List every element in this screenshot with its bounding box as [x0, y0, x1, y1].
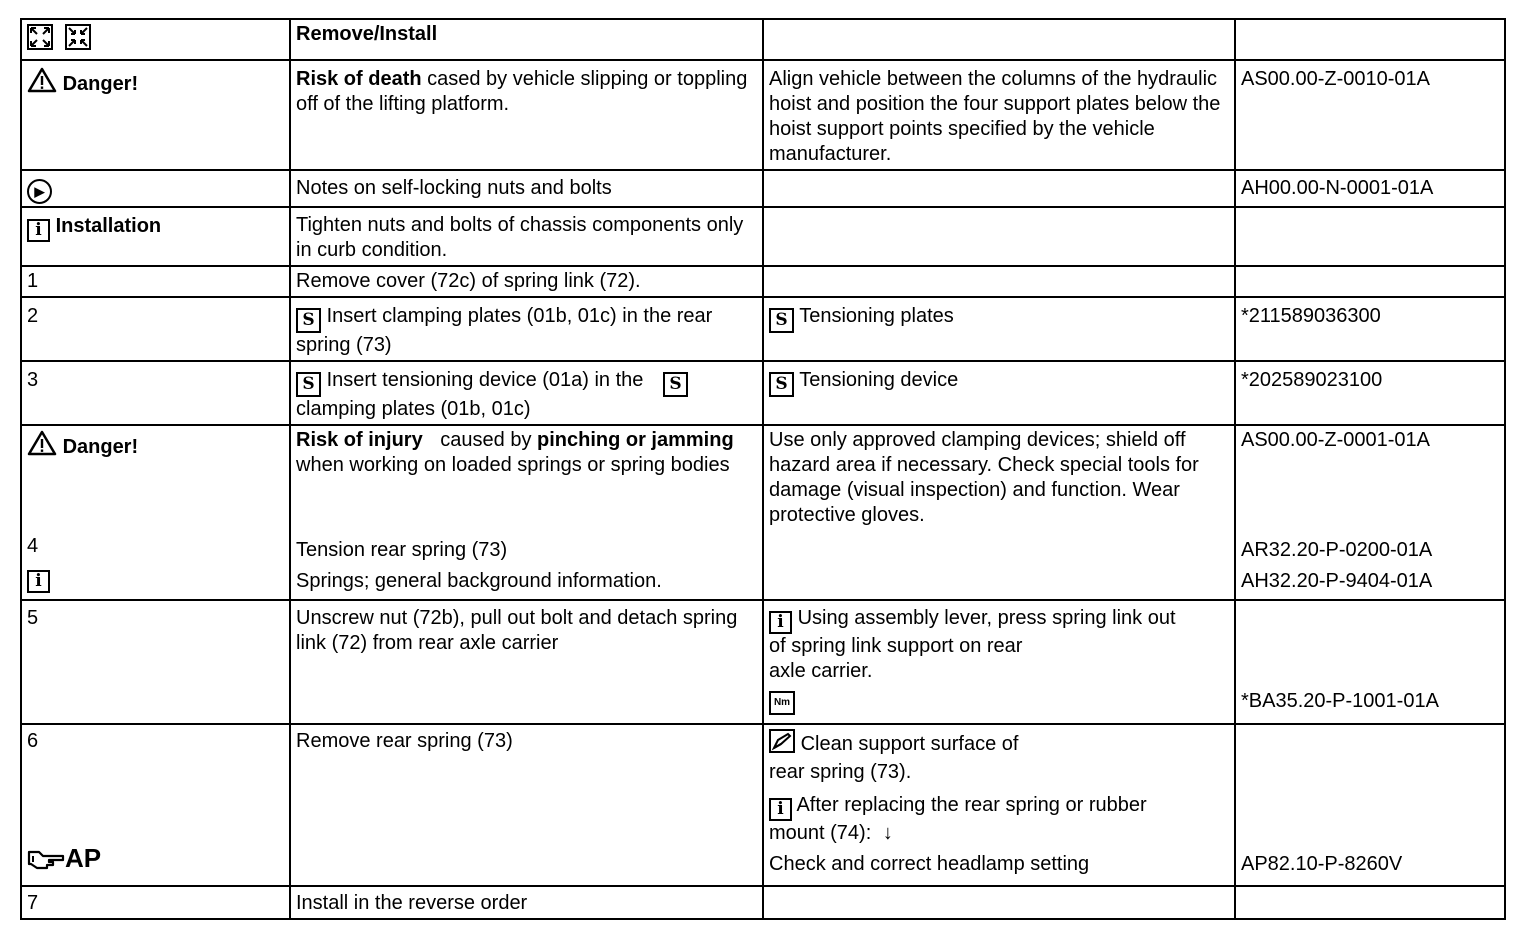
step-row-3: [21, 361, 1505, 425]
notes-text: Notes on self-locking nuts and bolts: [290, 170, 763, 207]
danger-label-cell: [21, 60, 290, 170]
step-text: Insert tensioning device (01a) in the: [326, 369, 644, 391]
step-ref[interactable]: *202589023100: [1235, 361, 1505, 425]
step-text: Install in the reverse order: [290, 886, 763, 919]
step-ref[interactable]: AP82.10-P-8260V: [1241, 853, 1403, 875]
notes-icon-cell: [21, 170, 290, 207]
step-ref[interactable]: *211589036300: [1235, 297, 1505, 361]
step4-text: Tension rear spring (73): [296, 539, 508, 561]
danger-label: Danger!: [62, 436, 139, 458]
step-text: Insert clamping plates (01b, 01c) in the rear spring (73): [296, 305, 713, 356]
header-empty-4: [1235, 19, 1505, 60]
installation-text: Tighten nuts and bolts of chassis components only in curb condition.: [290, 207, 763, 266]
step-number: 2: [21, 297, 290, 361]
step6-ref-cell: [1235, 724, 1505, 886]
note-3: axle carrier.: [769, 660, 873, 682]
note-2: rear spring (73).: [769, 761, 912, 783]
note-5: Check and correct headlamp setting: [769, 853, 1090, 875]
header-row: [21, 19, 1505, 60]
danger-note: Align vehicle between the columns of the hydraulic hoist and position the four support plates below the hoist support points specified by the vehicle manufacturer.: [763, 60, 1235, 170]
step-row-7: [21, 886, 1505, 919]
special-tool-icon: S: [296, 372, 321, 397]
warning-triangle-icon: [27, 430, 57, 463]
installation-label: Installation: [55, 215, 162, 237]
pointing-hand-icon: [27, 848, 65, 877]
tool-name: Tensioning device: [799, 369, 959, 391]
step-number: 6: [27, 730, 39, 752]
warning-triangle-icon: [27, 67, 57, 100]
step-tool-cell: [763, 297, 1235, 361]
info-i-icon: i: [27, 219, 50, 242]
step6-note-cell: [763, 724, 1235, 886]
step-text-2: clamping plates (01b, 01c): [296, 398, 531, 420]
danger-bold-1: Risk of injury: [296, 429, 423, 451]
step-row-2: [21, 297, 1505, 361]
installation-label-cell: [21, 207, 290, 266]
step-row-6: [21, 724, 1505, 886]
step-text: Unscrew nut (72b), pull out bolt and detach spring link (72) from rear axle carrier: [290, 600, 763, 724]
note-1: Using assembly lever, press spring link out: [797, 607, 1176, 629]
clean-icon: [769, 729, 795, 760]
nm-torque-icon: Nm: [769, 691, 795, 715]
step-empty-4: [1235, 266, 1505, 297]
header-empty-3: [763, 19, 1235, 60]
danger-rest: when working on loaded springs or spring bodies: [296, 454, 730, 476]
installation-empty-4: [1235, 207, 1505, 266]
step-number: 5: [21, 600, 290, 724]
step-row-1: [21, 266, 1505, 297]
self-locking-nut-icon: ▶: [27, 179, 52, 204]
danger-ref[interactable]: AS00.00-Z-0010-01A: [1235, 60, 1505, 170]
procedure-table: [20, 18, 1506, 920]
step-number: 4: [27, 535, 39, 557]
notes-empty: [763, 170, 1235, 207]
step-number: 3: [21, 361, 290, 425]
info-i-icon: i: [769, 798, 792, 821]
special-tool-icon: S: [769, 372, 794, 397]
step-text: Remove cover (72c) of spring link (72).: [290, 266, 763, 297]
step-ref[interactable]: *BA35.20-P-1001-01A: [1241, 690, 1439, 712]
danger2-note: Use only approved clamping devices; shield off hazard area if necessary. Check special tools for damage (visual inspection) and function. Wear protective gloves.: [763, 425, 1235, 600]
special-tool-icon: S: [296, 308, 321, 333]
step-row-5: [21, 600, 1505, 724]
expand-icon[interactable]: [27, 24, 53, 57]
step-number: 7: [21, 886, 290, 919]
step5-note-cell: [763, 600, 1235, 724]
step-text-cell: [290, 297, 763, 361]
step-tool-cell: [763, 361, 1235, 425]
danger2-ref[interactable]: AS00.00-Z-0001-01A: [1241, 429, 1431, 451]
note-1: Clean support surface of: [800, 733, 1019, 755]
notes-row: [21, 170, 1505, 207]
info-i-icon: i: [769, 611, 792, 634]
note-2: of spring link support on rear: [769, 635, 1023, 657]
step-empty-3: [763, 266, 1235, 297]
tool-name: Tensioning plates: [799, 305, 954, 327]
arrow-down-icon: ↓: [882, 822, 893, 844]
note-4: mount (74):: [769, 822, 872, 844]
danger-text-cell: [290, 60, 763, 170]
danger-bold-2: pinching or jamming: [537, 429, 734, 451]
collapse-icon[interactable]: [65, 24, 91, 57]
info-ref[interactable]: AH32.20-P-9404-01A: [1241, 570, 1433, 592]
step-empty-4: [1235, 886, 1505, 919]
ap-label: AP: [65, 843, 102, 873]
step-empty-3: [763, 886, 1235, 919]
danger2-ref-cell: [1235, 425, 1505, 600]
danger2-text-cell: [290, 425, 763, 600]
step4-ref[interactable]: AR32.20-P-0200-01A: [1241, 539, 1433, 561]
info-text: Springs; general background information.: [296, 570, 662, 592]
step5-ref-cell: [1235, 600, 1505, 724]
danger-bold: Risk of death: [296, 68, 422, 90]
installation-empty-3: [763, 207, 1235, 266]
danger-row-death: [21, 60, 1505, 170]
step-text-cell: [290, 361, 763, 425]
installation-row: [21, 207, 1505, 266]
danger-text: cased by vehicle slipping or toppling off of the lifting platform.: [296, 68, 748, 115]
step6-num-cell: [21, 724, 290, 886]
note-3: After replacing the rear spring or rubber: [796, 794, 1147, 816]
danger-row-injury: [21, 425, 1505, 600]
header-title: Remove/Install: [290, 19, 763, 60]
notes-ref[interactable]: AH00.00-N-0001-01A: [1235, 170, 1505, 207]
special-tool-icon: S: [769, 308, 794, 333]
danger-mid: caused by: [440, 429, 532, 451]
header-icons-cell: [21, 19, 290, 60]
step-number: 1: [21, 266, 290, 297]
info-i-icon: i: [27, 570, 50, 593]
danger2-label-cell: [21, 425, 290, 600]
danger-label: Danger!: [62, 73, 139, 95]
special-tool-icon: S: [663, 372, 688, 397]
step-text: Remove rear spring (73): [290, 724, 763, 886]
